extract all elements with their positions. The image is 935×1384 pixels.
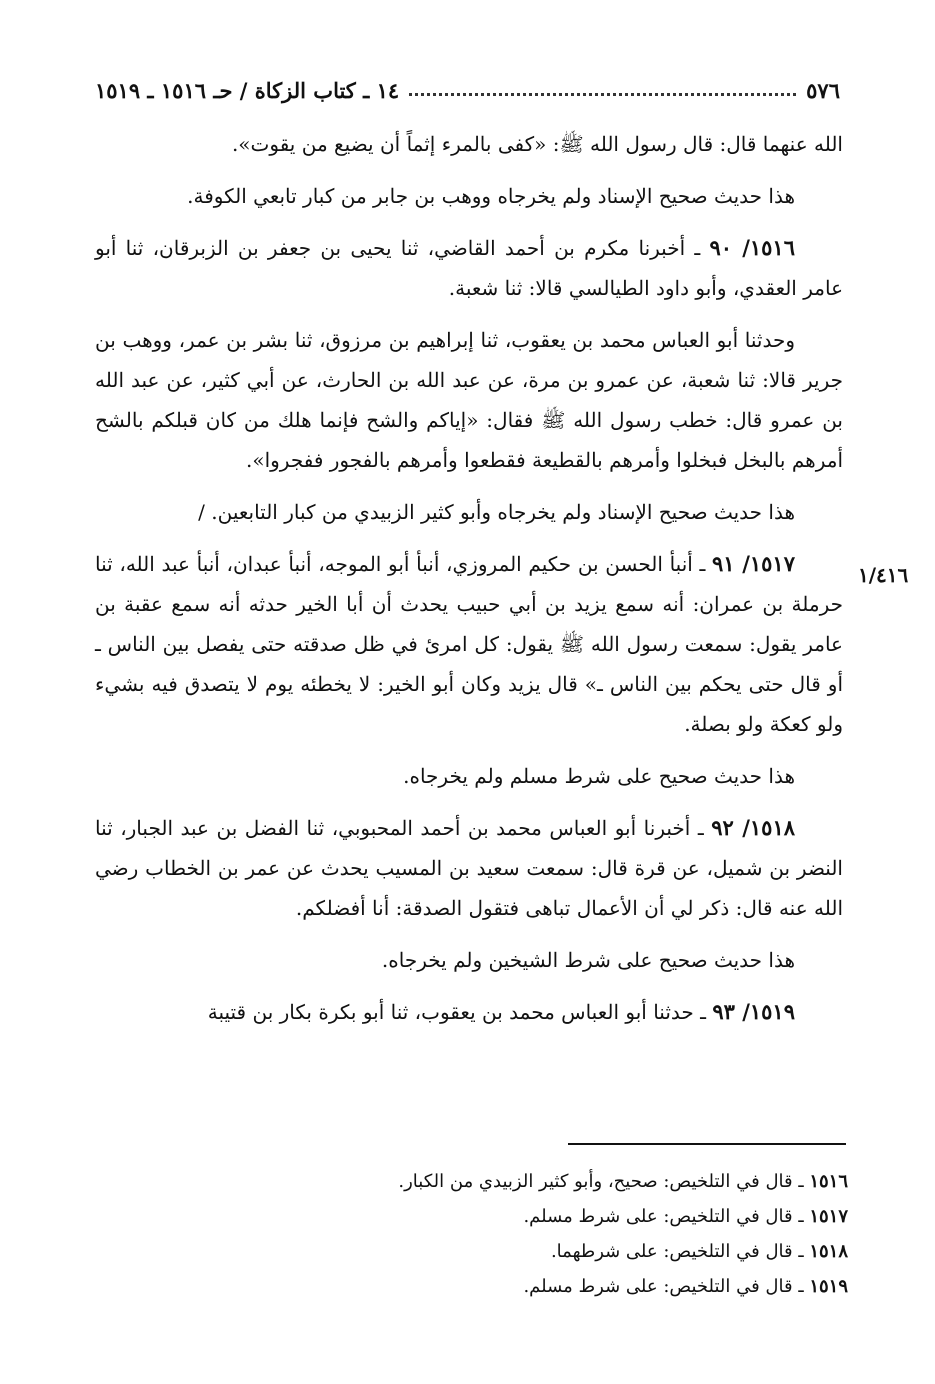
hadith-number: ١٥١٨/ ٩٢ [711,815,796,840]
grading-1516: هذا حديث صحيح الإسناد ولم يخرجاه وأبو كثير الزبيدي من كبار التابعين. / [198,500,795,524]
hadith-number: ١٥١٩/ ٩٣ [712,999,795,1024]
hadith-text: ـ أنبأ الحسن بن حكيم المروزي، أنبأ أبو الموجه، أنبأ عبدان، أنبأ عبد الله، ثنا حرملة بن عمران: أنه سمع يزيد بن أبي حبيب يحدث أن أبا الخير حدثه أنه سمع عقبة بن عامر يقول: سمعت رسول الله ﷺ يقول: كل امرئ في ظل صدقته حتى يفصل بين الناس ـ أو قال حتى يحكم بين الناس ـ» قال يزيد وكان أبو الخير: لا يخطئه يوم لا يتصدق فيه بشيء ولو كعكة ولو بصلة. [95,552,843,736]
grading-1515: هذا حديث صحيح الإسناد ولم يخرجاه ووهب بن جابر من كبار تابعي الكوفة. [187,184,795,208]
hadith-1517 [95,544,843,744]
margin-reference: ١/٤١٦ [858,563,909,587]
hadith-1516 [95,228,843,308]
hadith-number: ١٥١٦/ ٩٠ [709,235,795,260]
hadith-text: ـ أخبرنا أبو العباس محمد بن أحمد المحبوبي، ثنا الفضل بن عبد الجبار، ثنا النضر بن شميل، عن قرة قال: سمعت سعيد بن المسيب يحدث عن عمر بن الخطاب رضي الله عنه قال: ذكر لي أن الأعمال تباهى فتقول الصدقة: أنا أفضلكم. [95,816,843,920]
footnotes [300,1164,848,1304]
hadith-1516-chain: وحدثنا أبو العباس محمد بن يعقوب، ثنا إبراهيم بن مرزوق، ثنا بشر بن عمر، ووهب بن جرير قالا: ثنا شعبة، عن عمرو بن مرة، عن عبد الله بن الحارث، عن أبي كثير، عن عبد الله بن عمرو قال: خطب رسول الله ﷺ فقال: «إياكم والشح فإنما هلك من كان قبلكم بالشح أمرهم بالبخل فبخلوا وأمرهم بالقطيعة فقطعوا وأمرهم بالفجور ففجروا». [95,328,843,472]
footnote-1518 [300,1234,848,1269]
footnote-1519 [300,1269,848,1304]
hadith-1519 [95,992,843,1032]
hadith-number: ١٥١٧/ ٩١ [712,551,795,576]
paragraph-continuation: الله عنهما قال: قال رسول الله ﷺ: «كفى بالمرء إثماً أن يضيع من يقوت». [231,132,843,156]
footnote-separator [568,1143,846,1145]
header-title: ١٤ ـ كتاب الزكاة / حـ ١٥١٦ ـ ١٥١٩ [95,78,400,103]
header-dot-leader [409,93,796,96]
footnote-1517 [300,1199,848,1234]
running-header [95,78,840,103]
footnote-number: ١٥١٨ [809,1241,848,1262]
hadith-1518 [95,808,843,928]
footnote-1516 [300,1164,848,1199]
footnote-number: ١٥١٧ [809,1206,848,1227]
main-text [95,124,843,1044]
footnote-text: ـ قال في التلخيص: صحيح، وأبو كثير الزبيدي من الكبار. [398,1171,810,1192]
footnote-number: ١٥١٦ [809,1171,848,1192]
footnote-text: ـ قال في التلخيص: على شرط مسلم. [523,1206,810,1227]
footnote-text: ـ قال في التلخيص: على شرطهما. [550,1241,810,1262]
footnote-text: ـ قال في التلخيص: على شرط مسلم. [523,1276,810,1297]
page-number: ٥٧٦ [806,78,840,103]
hadith-text: ـ حدثنا أبو العباس محمد بن يعقوب، ثنا أبو بكرة بكار بن قتيبة [207,1000,713,1024]
footnote-number: ١٥١٩ [809,1276,848,1297]
grading-1517: هذا حديث صحيح على شرط مسلم ولم يخرجاه. [403,764,795,788]
grading-1518: هذا حديث صحيح على شرط الشيخين ولم يخرجاه. [381,948,795,972]
hadith-text: ـ أخبرنا مكرم بن أحمد القاضي، ثنا يحيى بن جعفر بن الزبرقان، ثنا أبو عامر العقدي، وأبو داود الطيالسي قالا: ثنا شعبة. [95,236,843,300]
